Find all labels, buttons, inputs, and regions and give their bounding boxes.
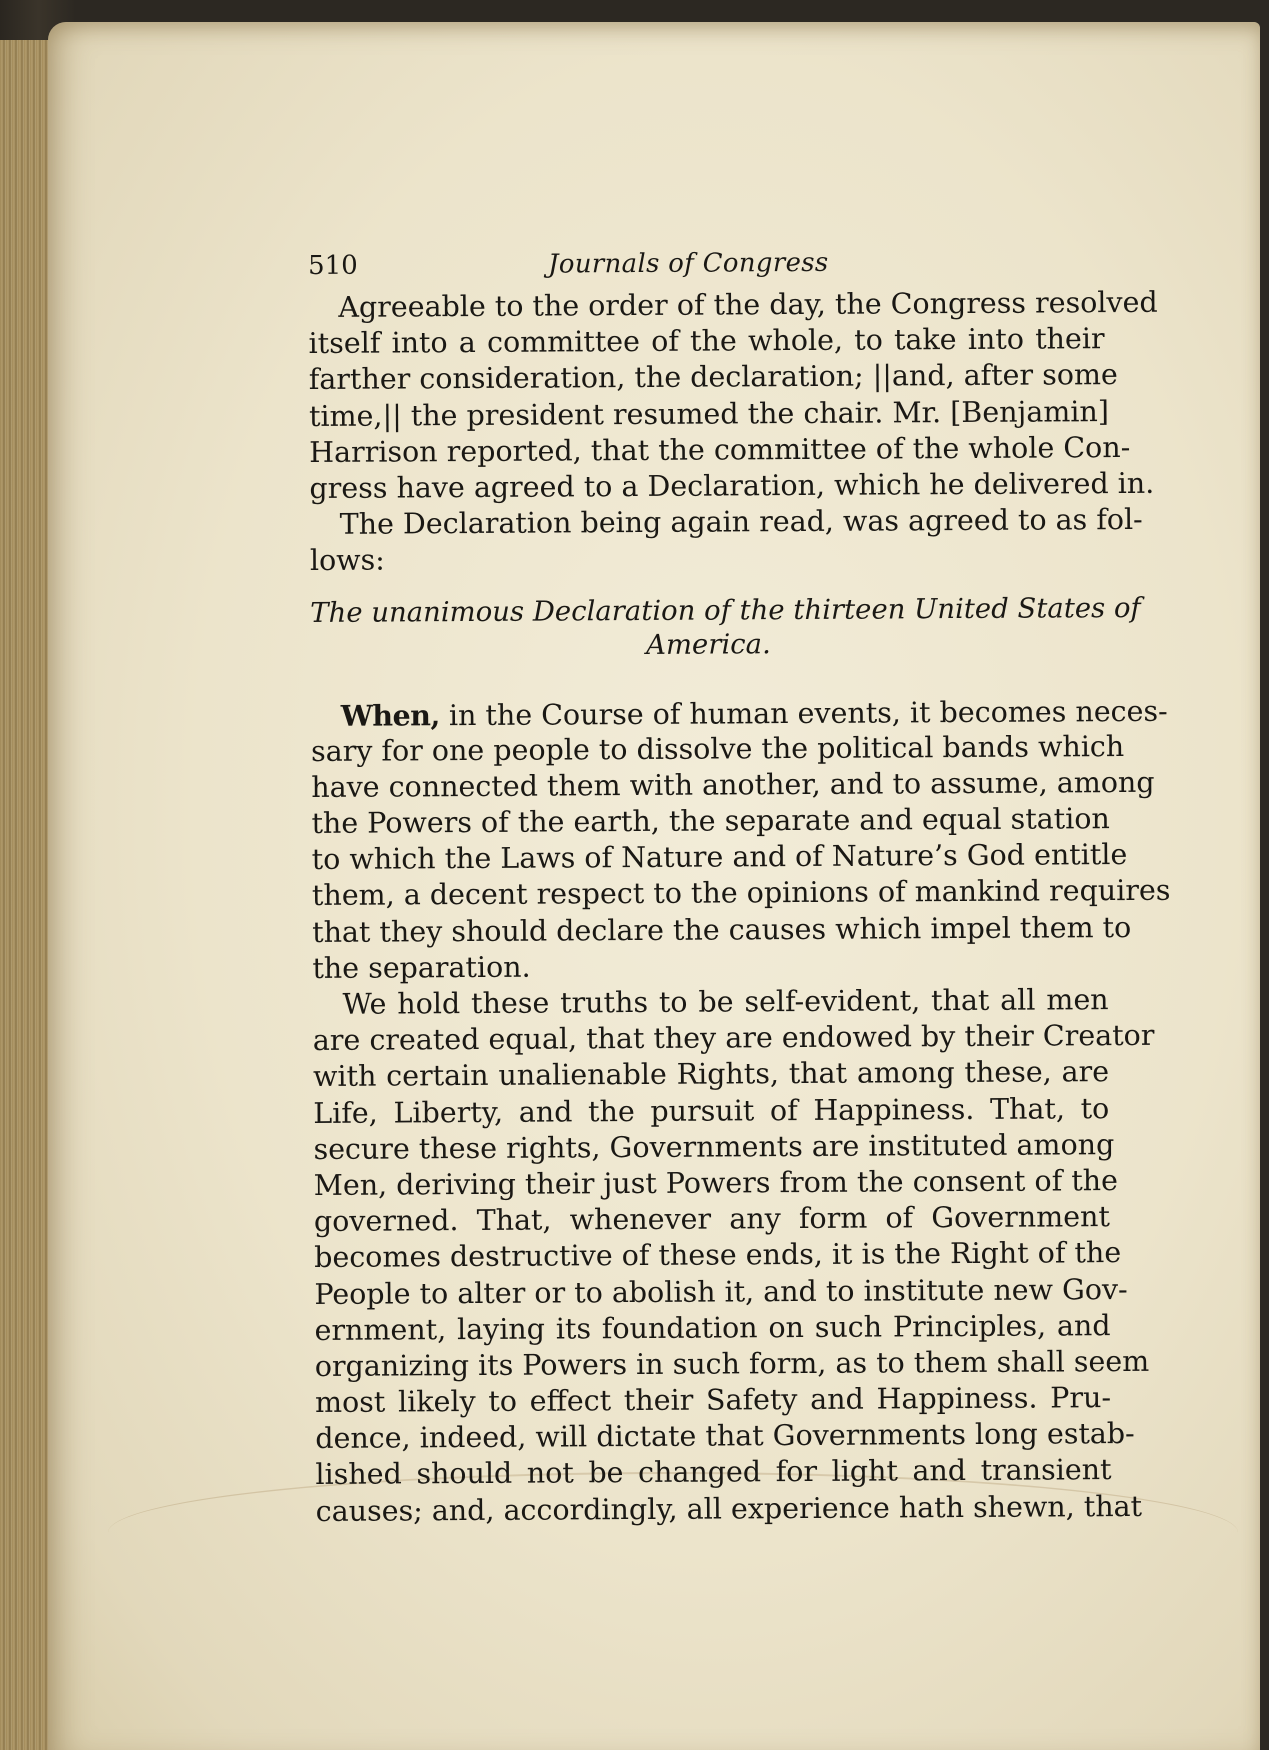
declaration-title-line-2: America. xyxy=(645,627,771,661)
proceedings-paragraph xyxy=(308,285,1158,579)
text-line: them, a decent respect to the opinions of mankind requires xyxy=(311,874,1171,913)
declaration-title xyxy=(310,591,1141,664)
text-line: most likely to effect their Safety and Happiness. Pru- xyxy=(314,1381,1112,1420)
page-text xyxy=(308,243,1171,1530)
text-line: We hold these truths to be self-evident, that all men xyxy=(342,983,1109,1021)
text-line: becomes destructive of these ends, it is the Right of the xyxy=(314,1236,1122,1275)
text-line: time,|| the president resumed the chair. Mr. [Benjamin] xyxy=(308,394,1110,433)
text-line-rest: in the Course of human events, it becomes neces- xyxy=(439,694,1168,732)
drop-word-when: When, xyxy=(340,697,440,733)
text-line: lished should not be changed for light and transient xyxy=(315,1453,1112,1492)
page-number: 510 xyxy=(308,250,358,281)
text-line: have connected them with another, and to assume, among xyxy=(311,765,1155,804)
running-head: Journals of Congress xyxy=(548,247,829,280)
text-line: Life, Liberty, and the pursuit of Happiness. That, to xyxy=(313,1091,1110,1130)
text-line xyxy=(311,693,1168,734)
text-line: to which the Laws of Nature and of Nature’s God entitle xyxy=(311,838,1128,877)
declaration-title-line-1: The unanimous Declaration of the thirteen United States of xyxy=(310,591,1141,629)
text-line: that they should declare the causes which impel them to xyxy=(312,910,1132,949)
text-line: secure these rights, Governments are instituted among xyxy=(313,1127,1115,1166)
text-line: gress have agreed to a Declaration, which he delivered in. xyxy=(309,466,1155,505)
text-line: itself into a committee of the whole, to take into their xyxy=(308,322,1105,361)
text-line: the Powers of the earth, the separate and equal station xyxy=(311,802,1110,841)
text-line: ernment, laying its foundation on such Principles, and xyxy=(314,1308,1111,1347)
text-line: farther consideration, the declaration; ||and, after some xyxy=(308,358,1118,397)
text-line: Agreeable to the order of the day, the Congress resolved xyxy=(338,285,1158,324)
spacer xyxy=(311,659,1107,698)
text-line: the separation. xyxy=(312,950,531,985)
text-line: sary for one people to dissolve the political bands which xyxy=(310,729,1125,768)
text-line: governed. That, whenever any form of Government xyxy=(313,1200,1111,1239)
text-line: lows: xyxy=(309,543,385,578)
text-line: causes; and, accordingly, all experience hath shewn, that xyxy=(315,1489,1143,1528)
text-line: The Declaration being again read, was agreed to as fol- xyxy=(339,503,1143,541)
text-line: dence, indeed, will dictate that Governments long estab- xyxy=(315,1417,1135,1456)
text-line: with certain unalienable Rights, that among these, are xyxy=(312,1055,1110,1094)
text-line: are created equal, that they are endowed by their Creator xyxy=(312,1019,1155,1058)
text-line: organizing its Powers in such form, as to them shall seem xyxy=(314,1344,1150,1383)
text-line: Harrison reported, that the committee of the whole Con- xyxy=(309,430,1131,469)
text-line: People to alter or to abolish it, and to institute new Gov- xyxy=(314,1272,1128,1311)
declaration-paragraph-2 xyxy=(312,982,1155,1530)
page-header xyxy=(308,243,1104,288)
text-line: Men, deriving their just Powers from the consent of the xyxy=(313,1164,1119,1202)
declaration-paragraph-1 xyxy=(310,693,1171,987)
